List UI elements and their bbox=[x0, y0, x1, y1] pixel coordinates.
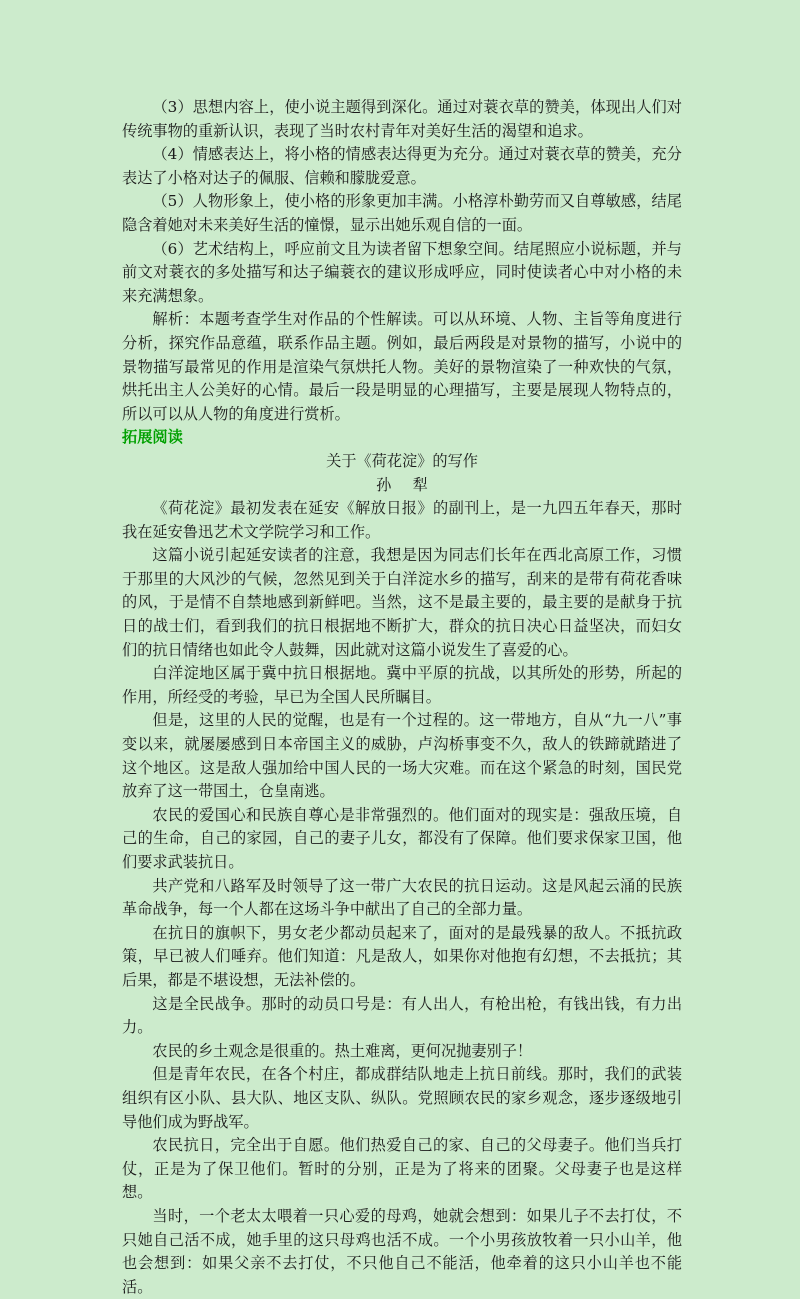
article-paragraph: 白洋淀地区属于冀中抗日根据地。冀中平原的抗战，以其所处的形势，所起的作用，所经受的考验，早已为全国人民所瞩目。 bbox=[122, 664, 682, 706]
article-paragraph: 当时，一个老太太喂着一只心爱的母鸡，她就会想到：如果儿子不去打仗，不只她自己活不成，她手里的这只母鸡也活不成。一个小男孩放牧着一只小山羊，他也会想到：如果父亲不去打仗，不只他自己不能活，他牵着的这只小山羊也不能活。 bbox=[122, 1206, 682, 1296]
article-paragraph: 这是全民战争。那时的动员口号是：有人出人，有枪出枪，有钱出钱，有力出力。 bbox=[122, 994, 682, 1037]
article-paragraph: 农民的爱国心和民族自尊心是非常强烈的。他们面对的现实是：强敌压境，自己的生命，自己的家园，自己的妻子儿女，都没有了保障。他们要求保家卫国，他们要求武装抗日。 bbox=[122, 805, 682, 871]
answer-point-4: （4）情感表达上，将小格的情感表达得更为充分。通过对蓑衣草的赞美，充分表达了小格对达子的佩服、信赖和朦胧爱意。 bbox=[122, 145, 682, 187]
article-paragraph: 但是青年农民，在各个村庄，都成群结队地走上抗日前线。那时，我们的武装组织有区小队、县大队、地区支队、纵队。党照顾农民的家乡观念，逐步逐级地引导他们成为野战军。 bbox=[122, 1065, 682, 1131]
article-title: 关于《荷花淀》的写作 bbox=[326, 451, 478, 470]
article-paragraph: 农民抗日，完全出于自愿。他们热爱自己的家、自己的父母妻子。他们当兵打仗，正是为了保卫他们。暂时的分别，正是为了将来的团聚。父母妻子也是这样想。 bbox=[122, 1136, 682, 1202]
answer-point-5: （5）人物形象上，使小格的形象更加丰满。小格淳朴勤劳而又自尊敏感，结尾隐含着她对未来美好生活的憧憬，显示出她乐观自信的一面。 bbox=[122, 192, 682, 234]
analysis-paragraph: 解析：本题考查学生对作品的个性解读。可以从环境、人物、主旨等角度进行分析，探究作品意蕴，联系作品主题。例如，最后两段是对景物的描写，小说中的景物描写最常见的作用是渲染气氛烘托人物。美好的景物渲染了一种欢快的气氛，烘托出主人公美好的心情。最后一段是明显的心理描写，主要是展现人物特点的，所以可以从人物的角度进行赏析。 bbox=[122, 310, 682, 423]
section-heading: 拓展阅读 bbox=[122, 428, 183, 447]
article-paragraph: 在抗日的旗帜下，男女老少都动员起来了，面对的是最残暴的敌人。不抵抗政策，早已被人们唾弃。他们知道：凡是敌人，如果你对他抱有幻想，不去抵抗；其后果，都是不堪设想，无法补偿的。 bbox=[122, 923, 682, 989]
answer-point-6: （6）艺术结构上，呼应前文且为读者留下想象空间。结尾照应小说标题，并与前文对蓑衣的多处描写和达子编蓑衣的建议形成呼应，同时使读者心中对小格的未来充满想象。 bbox=[122, 239, 682, 305]
answer-point-3: （3）思想内容上，使小说主题得到深化。通过对蓑衣草的赞美，体现出人们对传统事物的重新认识，表现了当时农村青年对美好生活的渴望和追求。 bbox=[122, 98, 682, 140]
document-page bbox=[122, 96, 682, 1299]
article-author: 孙犁 bbox=[376, 475, 450, 494]
article-paragraph: 农民的乡土观念是很重的。热土难离，更何况抛妻别子！ bbox=[152, 1041, 533, 1060]
article-paragraph: 共产党和八路军及时领导了这一带广大农民的抗日运动。这是风起云涌的民族革命战争，每一个人都在这场斗争中献出了自己的全部力量。 bbox=[122, 876, 682, 919]
article-paragraph: 《荷花淀》最初发表在延安《解放日报》的副刊上，是一九四五年春天，那时我在延安鲁迅艺术文学院学习和工作。 bbox=[122, 499, 682, 541]
article-paragraph: 这篇小说引起延安读者的注意，我想是因为同志们长年在西北高原工作，习惯于那里的大风沙的气候，忽然见到关于白洋淀水乡的描写，刮来的是带有荷花香味的风，于是情不自禁地感到新鲜吧。当然，这不是最主要的，最主要的是献身于抗日的战士们，看到我们的抗日根据地不断扩大，群众的抗日决心日益坚决，而妇女们的抗日情绪也如此令人鼓舞，因此就对这篇小说发生了喜爱的心。 bbox=[122, 546, 682, 659]
article-paragraph: 但是，这里的人民的觉醒，也是有一个过程的。这一带地方，自从“九一八”事变以来，就屡屡感到日本帝国主义的威胁，卢沟桥事变不久，敌人的铁蹄就踏进了这个地区。这是敌人强加给中国人民的一场大灾难。而在这个紧急的时刻，国民党放弃了这一带国土，仓皇南逃。 bbox=[122, 711, 682, 801]
